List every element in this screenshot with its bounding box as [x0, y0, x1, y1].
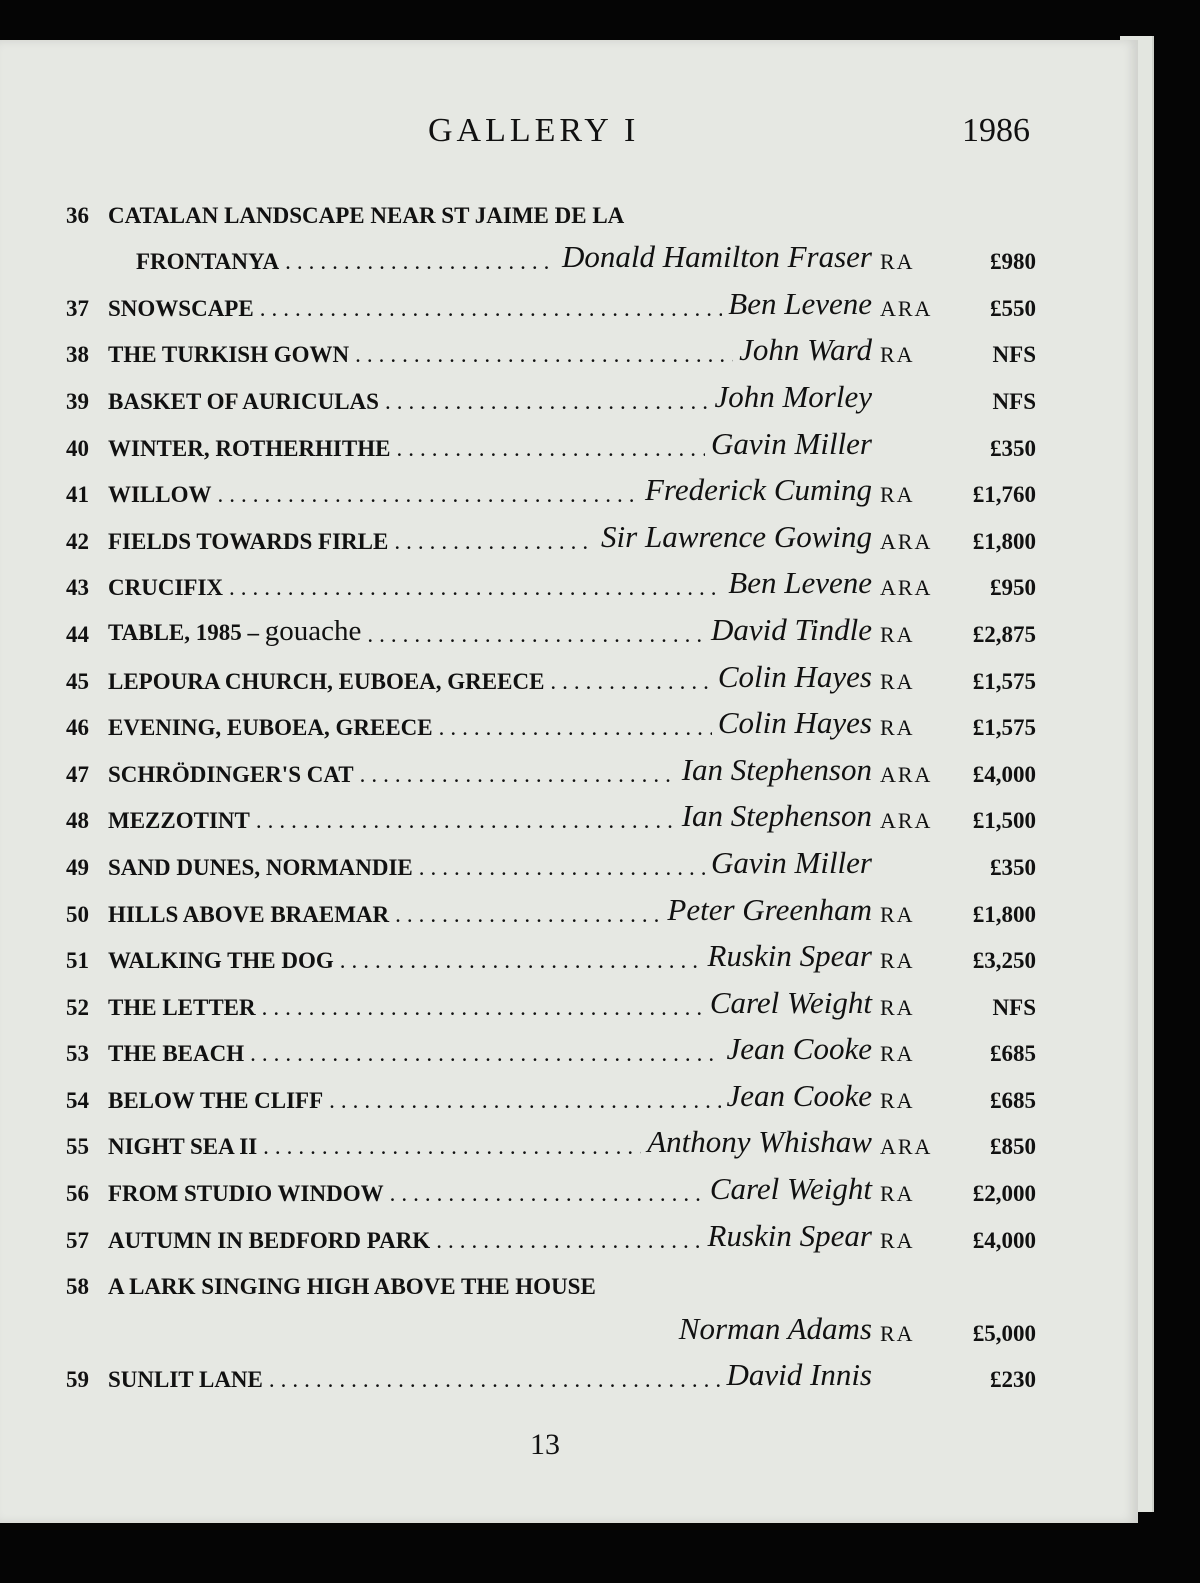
price: NFS	[992, 342, 1036, 368]
entry-title: FROM STUDIO WINDOW	[108, 1181, 384, 1207]
entry-title: WINTER, ROTHERHITHE	[108, 435, 391, 461]
honour: RA	[880, 1087, 915, 1113]
entry-number: 45	[66, 668, 89, 694]
catalogue-entry	[66, 749, 1036, 796]
artist-name: Ruskin Spear	[707, 1217, 872, 1253]
honour: RA	[880, 249, 915, 275]
honour: ARA	[880, 1134, 933, 1160]
artist-name: Frederick Cuming	[645, 472, 872, 508]
honour: RA	[880, 482, 915, 508]
entry-title: CRUCIFIX	[108, 575, 223, 601]
leader-dots	[260, 296, 723, 322]
leader-dots	[329, 1088, 720, 1114]
price: £350	[990, 854, 1036, 880]
entry-title: A LARK SINGING HIGH ABOVE THE HOUSE	[108, 1274, 596, 1300]
entry-title: LEPOURA CHURCH, EUBOEA, GREECE	[108, 668, 545, 694]
leader-dots	[394, 529, 595, 555]
artist-name: Jean Cooke	[726, 1077, 872, 1113]
entry-title: SNOWSCAPE	[108, 295, 254, 321]
honour: ARA	[880, 808, 933, 834]
price: £4,000	[972, 761, 1036, 787]
leader-dots	[340, 948, 702, 974]
catalogue-entry	[66, 1122, 1036, 1169]
price: NFS	[992, 994, 1036, 1020]
price: £1,760	[972, 482, 1036, 508]
honour: RA	[880, 715, 915, 741]
artist-name: Ben Levene	[728, 285, 872, 321]
entry-number: 49	[66, 854, 89, 880]
honour: RA	[880, 994, 915, 1020]
honour: RA	[880, 621, 915, 647]
artist-name: David Innis	[726, 1357, 872, 1393]
catalogue-entry	[66, 889, 1036, 936]
artist-name: David Tindle	[710, 611, 872, 647]
price: £350	[990, 435, 1036, 461]
entry-number: 40	[66, 435, 89, 461]
entry-number: 56	[66, 1181, 89, 1207]
price: £950	[990, 575, 1036, 601]
entry-number: 44	[66, 621, 89, 647]
honour: RA	[880, 948, 915, 974]
artist-name: Donald Hamilton Fraser	[562, 239, 872, 275]
entry-title: MEZZOTINT	[108, 808, 250, 834]
price: £1,800	[972, 528, 1036, 554]
price: £1,800	[972, 901, 1036, 927]
price: £3,250	[972, 948, 1036, 974]
leader-dots	[256, 808, 676, 834]
entry-title: THE TURKISH GOWN	[108, 342, 350, 368]
catalogue-entry	[66, 609, 1036, 656]
entry-title: THE LETTER	[108, 994, 256, 1020]
catalogue-entry	[66, 1168, 1036, 1215]
entry-medium: gouache	[264, 614, 362, 647]
honour: RA	[880, 1227, 915, 1253]
leader-dots	[262, 995, 704, 1021]
entry-title: TABLE, 1985 – gouache	[108, 614, 362, 647]
catalogue-entry	[66, 330, 1036, 377]
artist-name: Gavin Miller	[711, 425, 872, 461]
entry-title: SAND DUNES, NORMANDIE	[108, 854, 413, 880]
price: £685	[990, 1087, 1036, 1113]
entry-title: EVENING, EUBOEA, GREECE	[108, 715, 433, 741]
artist-name: Ben Levene	[728, 565, 872, 601]
price: £2,875	[972, 621, 1036, 647]
entry-number: 41	[66, 482, 89, 508]
entry-title: BELOW THE CLIFF	[108, 1087, 324, 1113]
entry-number: 43	[66, 575, 89, 601]
leader-dots	[439, 715, 712, 741]
page-number: 13	[530, 1428, 560, 1461]
price: £550	[990, 295, 1036, 321]
price: NFS	[992, 388, 1036, 414]
entry-title: WALKING THE DOG	[108, 948, 334, 974]
catalogue-entry	[66, 842, 1036, 889]
leader-dots	[367, 622, 705, 648]
price: £230	[990, 1367, 1036, 1393]
catalogue-entry	[66, 190, 1036, 283]
entry-title: NIGHT SEA II	[108, 1134, 258, 1160]
artist-name: Colin Hayes	[717, 705, 872, 741]
artist-name: Ruskin Spear	[707, 938, 872, 974]
leader-dots	[218, 482, 639, 508]
catalogue-entry	[66, 1355, 1036, 1402]
honour: ARA	[880, 528, 933, 554]
honour: RA	[880, 1041, 915, 1067]
artist-name: Colin Hayes	[717, 658, 872, 694]
catalogue-entry	[66, 1215, 1036, 1262]
artist-name: Peter Greenham	[667, 891, 872, 927]
entry-title: SCHRÖDINGER'S CAT	[108, 761, 354, 787]
entry-list	[66, 190, 1036, 1401]
entry-number: 38	[66, 342, 89, 368]
artist-name: Anthony Whishaw	[647, 1124, 872, 1160]
artist-name: Sir Lawrence Gowing	[601, 518, 872, 554]
entry-title: THE BEACH	[108, 1041, 245, 1067]
entry-number: 50	[66, 901, 89, 927]
leader-dots	[390, 1181, 704, 1207]
entry-title: BASKET OF AURICULAS	[108, 388, 379, 414]
leader-dots	[250, 1041, 720, 1067]
catalogue-entry	[66, 1029, 1036, 1076]
honour: RA	[880, 1320, 915, 1346]
year: 1986	[962, 112, 1030, 149]
leader-dots	[436, 1228, 701, 1254]
leader-dots	[550, 669, 711, 695]
honour: ARA	[880, 575, 933, 601]
catalogue-entry	[66, 283, 1036, 330]
honour: RA	[880, 1181, 915, 1207]
leader-dots	[360, 762, 676, 788]
page-header	[0, 112, 1138, 162]
price: £1,500	[972, 808, 1036, 834]
catalogue-entry	[66, 470, 1036, 517]
honour: RA	[880, 901, 915, 927]
entry-title: HILLS ABOVE BRAEMAR	[108, 901, 390, 927]
entry-number: 51	[66, 948, 89, 974]
entry-title: AUTUMN IN BEDFORD PARK	[108, 1227, 431, 1253]
price: £980	[990, 249, 1036, 275]
entry-title: SUNLIT LANE	[108, 1367, 263, 1393]
leader-dots	[355, 342, 733, 368]
catalogue-entry	[66, 516, 1036, 563]
catalogue-page	[0, 40, 1138, 1523]
entry-title-continued: FRONTANYA	[136, 249, 280, 275]
catalogue-entry	[66, 563, 1036, 610]
entry-number: 36	[66, 202, 89, 228]
entry-number: 53	[66, 1041, 89, 1067]
catalogue-entry	[66, 936, 1036, 983]
leader-dots	[263, 1134, 641, 1160]
artist-name: Carel Weight	[709, 1171, 872, 1207]
artist-name: John Morley	[714, 378, 872, 414]
artist-name: Ian Stephenson	[681, 751, 872, 787]
catalogue-entry	[66, 796, 1036, 843]
entry-number: 42	[66, 528, 89, 554]
entry-number: 57	[66, 1227, 89, 1253]
artist-name: Carel Weight	[709, 984, 872, 1020]
honour: ARA	[880, 761, 933, 787]
price: £2,000	[972, 1181, 1036, 1207]
leader-dots	[285, 249, 556, 275]
entry-number: 55	[66, 1134, 89, 1160]
catalogue-entry	[66, 703, 1036, 750]
catalogue-entry	[66, 1075, 1036, 1122]
honour: ARA	[880, 295, 933, 321]
entry-number: 48	[66, 808, 89, 834]
entry-title: WILLOW	[108, 482, 212, 508]
artist-name: Gavin Miller	[711, 844, 872, 880]
entry-title: FIELDS TOWARDS FIRLE	[108, 528, 389, 554]
entry-number: 59	[66, 1367, 89, 1393]
leader-dots	[395, 902, 661, 928]
honour: RA	[880, 342, 915, 368]
leader-dots	[396, 436, 705, 462]
honour: RA	[880, 668, 915, 694]
price: £850	[990, 1134, 1036, 1160]
price: £685	[990, 1041, 1036, 1067]
price: £5,000	[972, 1320, 1036, 1346]
price: £1,575	[972, 715, 1036, 741]
entry-number: 52	[66, 994, 89, 1020]
entry-number: 58	[66, 1274, 89, 1300]
catalogue-entry	[66, 982, 1036, 1029]
catalogue-entry	[66, 423, 1036, 470]
leader-dots	[419, 855, 705, 881]
entry-number: 46	[66, 715, 89, 741]
artist-name: Norman Adams	[678, 1310, 872, 1346]
price: £1,575	[972, 668, 1036, 694]
catalogue-entry	[66, 1262, 1036, 1355]
entry-number: 37	[66, 295, 89, 321]
catalogue-entry	[66, 376, 1036, 423]
entry-number: 47	[66, 761, 89, 787]
entry-title: CATALAN LANDSCAPE NEAR ST JAIME DE LA	[108, 202, 625, 228]
artist-name: John Ward	[739, 332, 872, 368]
price: £4,000	[972, 1227, 1036, 1253]
entry-number: 54	[66, 1087, 89, 1113]
artist-name: Ian Stephenson	[681, 798, 872, 834]
entry-number: 39	[66, 388, 89, 414]
leader-dots	[229, 575, 722, 601]
leader-dots	[385, 389, 709, 415]
artist-name: Jean Cooke	[726, 1031, 872, 1067]
catalogue-entry	[66, 656, 1036, 703]
leader-dots	[269, 1367, 721, 1393]
gallery-title: GALLERY I	[428, 112, 640, 149]
